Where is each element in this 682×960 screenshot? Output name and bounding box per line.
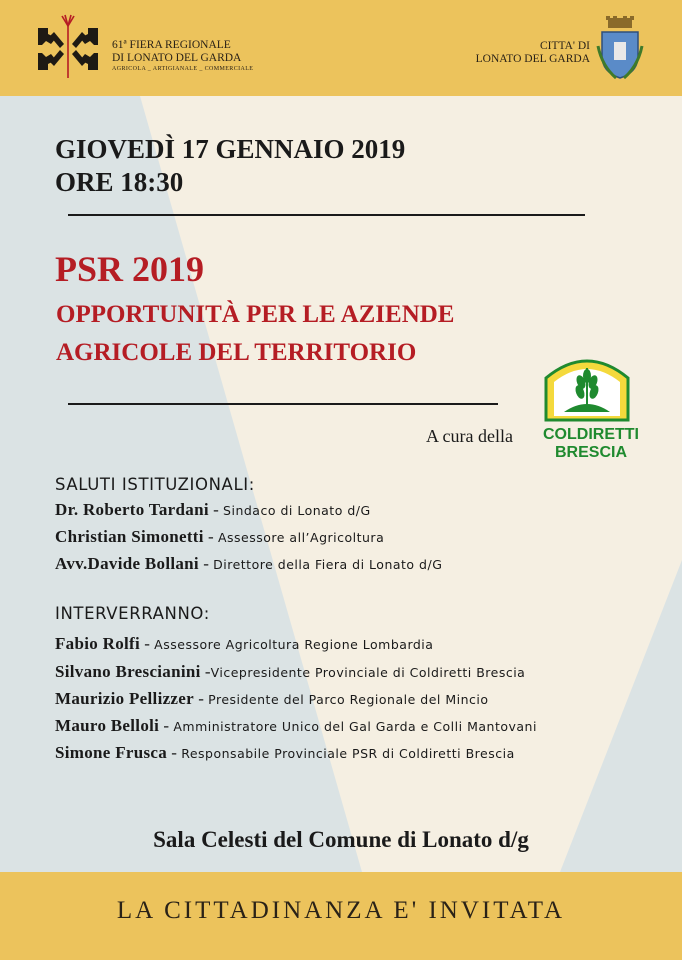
speaker (55, 662, 525, 683)
event-time: ORE 18:30 (55, 167, 184, 197)
fiera-title (112, 39, 253, 74)
gear-wheat-logo-icon (34, 14, 102, 84)
citta-line1: CITTA' DI (539, 40, 590, 52)
person-name: Christian Simonetti (55, 527, 204, 546)
subtitle-line1: OPPORTUNITÀ PER LE AZIENDE (56, 301, 455, 328)
person-dash: - (198, 554, 214, 573)
organizer-name (543, 426, 639, 462)
coldiretti-wheat-logo-icon (544, 358, 630, 422)
invitation-text: LA CITTADINANZA E' INVITATA (116, 897, 566, 924)
saluti-person (55, 527, 384, 548)
person-dash: - (140, 634, 155, 653)
interventi-heading: INTERVERRANNO: (55, 604, 210, 623)
organizer-name-line2: BRESCIA (554, 444, 627, 461)
saluti-heading: SALUTI ISTITUZIONALI: (55, 475, 255, 494)
main-title: PSR 2019 (55, 249, 205, 289)
speaker (55, 716, 537, 737)
organizer-name-line1: COLDIRETTI (543, 426, 639, 443)
town-crest-icon (596, 16, 644, 82)
person-role: Sindaco di Lonato d/G (223, 503, 371, 518)
venue: Sala Celesti del Comune di Lonato d/g (153, 827, 529, 852)
fiera-line1: 61ª FIERA REGIONALE (112, 39, 231, 51)
saluti-person (55, 500, 371, 521)
organizer-prefix: A cura della (426, 426, 513, 446)
top-divider (68, 214, 585, 216)
person-role: Presidente del Parco Regionale del Mincio (208, 692, 489, 707)
subtitle-line2: AGRICOLE DEL TERRITORIO (56, 339, 417, 366)
fiera-line2: DI LONATO DEL GARDA (112, 52, 242, 64)
person-role: Responsabile Provinciale PSR di Coldiretti Brescia (181, 746, 515, 761)
person-dash: - (208, 500, 224, 519)
person-name: Fabio Rolfi (55, 634, 140, 653)
person-role: Vicepresidente Provinciale di Coldiretti Brescia (210, 665, 526, 680)
event-date: GIOVEDÌ 17 GENNAIO 2019 (55, 134, 406, 164)
person-dash: - (200, 662, 211, 681)
person-name: Avv.Davide Bollani (55, 554, 199, 573)
person-role: Assessore all’Agricoltura (217, 530, 385, 545)
saluti-person (55, 554, 442, 575)
person-role: Direttore della Fiera di Lonato d/G (213, 557, 443, 572)
person-name: Simone Frusca (55, 743, 168, 762)
speaker (55, 634, 433, 655)
person-dash: - (203, 527, 218, 546)
person-role: Assessore Agricoltura Regione Lombardia (154, 637, 434, 652)
fiera-line3: AGRICOLA _ ARTIGIANALE _ COMMERCIALE (112, 66, 254, 72)
person-name: Silvano Brescianini (55, 662, 201, 681)
bottom-divider (68, 403, 498, 405)
person-name: Dr. Roberto Tardani (55, 500, 209, 519)
speaker (55, 743, 515, 764)
person-role: Amministratore Unico del Gal Garda e Colli Mantovani (173, 719, 537, 734)
person-name: Maurizio Pellizzer (55, 689, 194, 708)
speaker (55, 689, 489, 710)
person-dash: - (159, 716, 174, 735)
citta-line2: LONATO DEL GARDA (475, 53, 590, 65)
citta-title (476, 40, 590, 66)
person-dash: - (167, 743, 182, 762)
person-name: Mauro Belloli (55, 716, 160, 735)
person-dash: - (193, 689, 209, 708)
